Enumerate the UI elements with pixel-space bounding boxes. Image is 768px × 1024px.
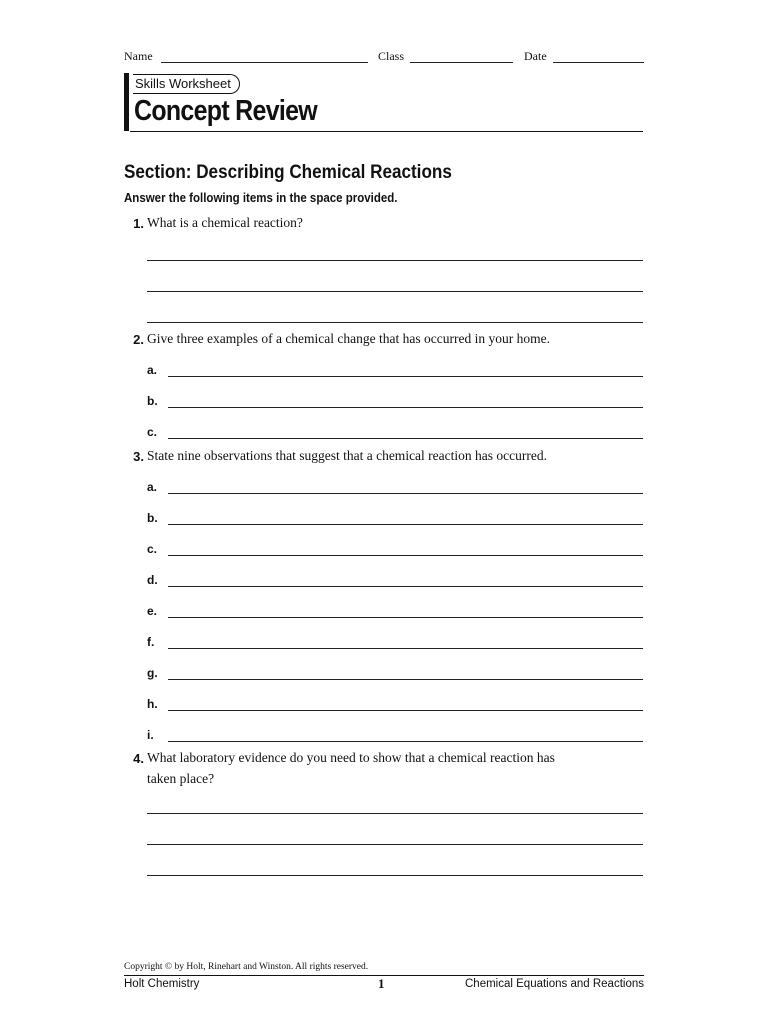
answer-line[interactable] xyxy=(168,586,643,587)
answer-line[interactable] xyxy=(168,524,643,525)
answer-line[interactable] xyxy=(147,844,643,845)
date-field[interactable] xyxy=(553,62,644,63)
answer-line[interactable] xyxy=(147,260,643,261)
sub-item-label: b. xyxy=(147,394,158,408)
sub-item-label: g. xyxy=(147,666,158,680)
question-4-text-line1: What laboratory evidence do you need to show that a chemical reaction has xyxy=(147,750,555,765)
answer-line[interactable] xyxy=(147,875,643,876)
sub-item-label: a. xyxy=(147,363,158,377)
class-label: Class xyxy=(378,49,405,63)
sub-item-label: e. xyxy=(147,604,158,618)
sub-item-label: h. xyxy=(147,697,158,711)
question-3-number: 3. xyxy=(133,449,144,464)
answer-line[interactable] xyxy=(168,555,643,556)
copyright-notice: Copyright © by Holt, Rinehart and Winston. All rights reserved. xyxy=(124,962,369,972)
date-label: Date xyxy=(524,49,547,63)
answer-line[interactable] xyxy=(168,407,643,408)
name-field[interactable] xyxy=(161,62,368,63)
answer-line[interactable] xyxy=(147,291,643,292)
sub-item-label: f. xyxy=(147,635,155,649)
page-title: Concept Review xyxy=(134,95,318,127)
section-title: Section: Describing Chemical Reactions xyxy=(124,162,452,183)
page-number: 1 xyxy=(378,976,385,991)
sub-item-label: c. xyxy=(147,425,158,439)
question-4-text-line2: taken place? xyxy=(147,771,215,786)
answer-line[interactable] xyxy=(168,710,643,711)
class-field[interactable] xyxy=(410,62,513,63)
sub-item-label: d. xyxy=(147,573,158,587)
answer-line[interactable] xyxy=(168,493,643,494)
footer-chapter-title: Chemical Equations and Reactions xyxy=(465,978,644,990)
title-accent-bar xyxy=(124,73,129,131)
answer-line[interactable] xyxy=(168,617,643,618)
question-2-number: 2. xyxy=(133,332,144,347)
sub-item-label: i. xyxy=(147,728,154,742)
question-3-text: State nine observations that suggest that a chemical reaction has occurred. xyxy=(147,448,547,463)
question-1-number: 1. xyxy=(133,216,144,231)
answer-line[interactable] xyxy=(147,322,643,323)
answer-line[interactable] xyxy=(147,813,643,814)
instructions: Answer the following items in the space provided. xyxy=(124,191,398,205)
footer-book-title: Holt Chemistry xyxy=(124,978,200,990)
answer-line[interactable] xyxy=(168,376,643,377)
name-label: Name xyxy=(124,49,153,63)
title-divider xyxy=(130,131,643,132)
answer-line[interactable] xyxy=(168,679,643,680)
question-2-text: Give three examples of a chemical change that has occurred in your home. xyxy=(147,331,550,346)
question-4-number: 4. xyxy=(133,751,144,766)
answer-line[interactable] xyxy=(168,648,643,649)
answer-line[interactable] xyxy=(168,741,643,742)
question-1-text: What is a chemical reaction? xyxy=(147,215,303,230)
answer-line[interactable] xyxy=(168,438,643,439)
worksheet-badge: Skills Worksheet xyxy=(133,74,240,94)
sub-item-label: b. xyxy=(147,511,158,525)
sub-item-label: c. xyxy=(147,542,158,556)
sub-item-label: a. xyxy=(147,480,158,494)
